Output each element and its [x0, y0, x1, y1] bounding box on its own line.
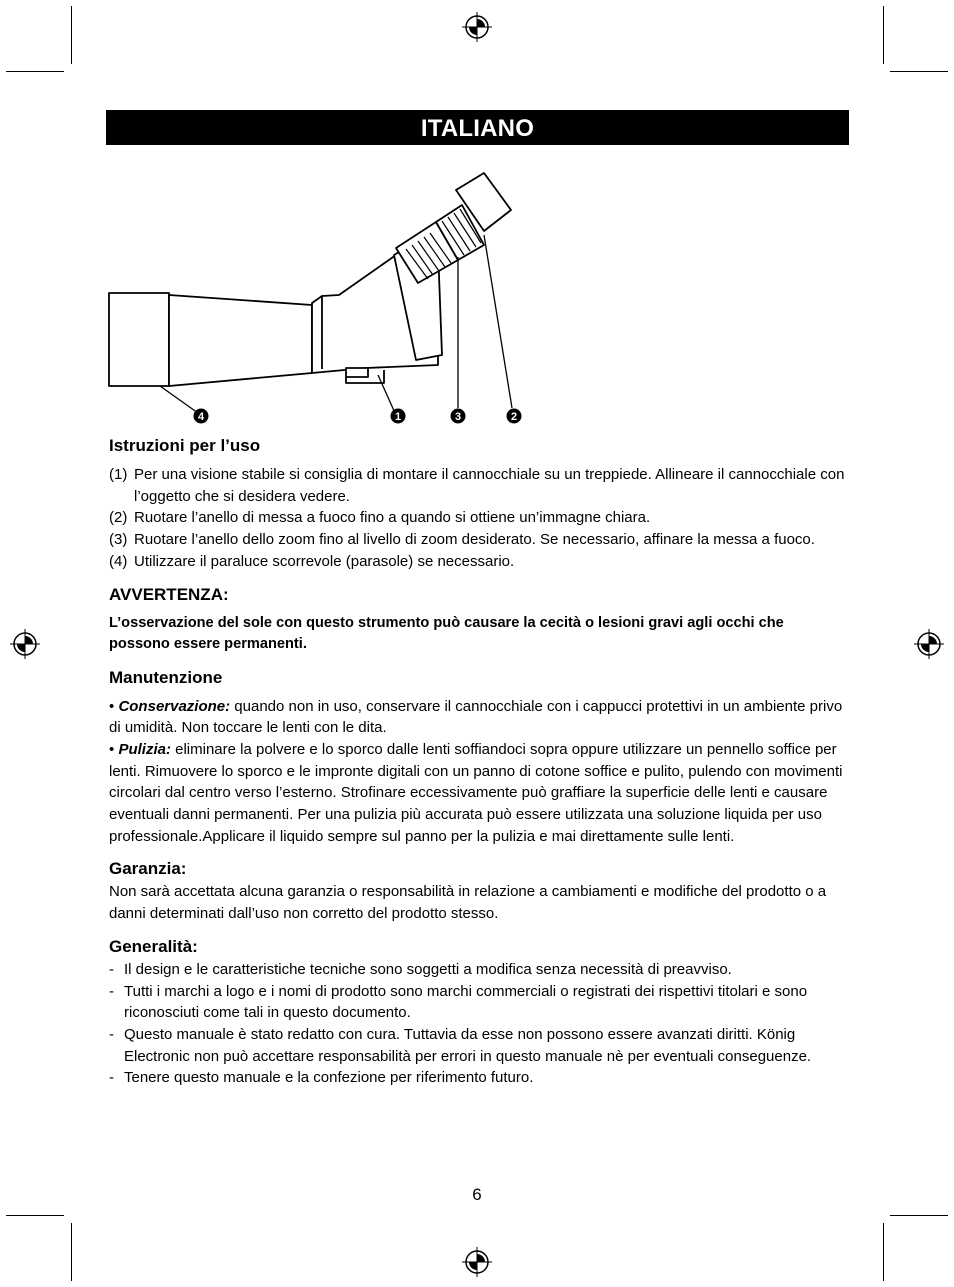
- warranty-text: Non sarà accettata alcuna garanzia o responsabilità in relazione a cambiamenti e modifiche del prodotto o a danni determinati dall’uso non corretto del prodotto stesso.: [109, 883, 827, 923]
- crop-mark: [6, 1215, 64, 1216]
- registration-mark-icon: [8, 627, 42, 661]
- crop-mark: [890, 71, 948, 72]
- crop-mark: [890, 1215, 948, 1216]
- crop-mark: [883, 1223, 884, 1281]
- section-heading-warranty: Garanzia:: [109, 859, 187, 879]
- crop-mark: [71, 1223, 72, 1281]
- list-item: - Il design e le caratteristiche tecniche sono soggetti a modifica senza necessità di preavviso.: [109, 960, 732, 978]
- instructions-list: [109, 464, 845, 573]
- callout-4: 4: [197, 411, 205, 423]
- manual-content: [109, 434, 845, 1089]
- section-heading-warning: AVVERTENZA:: [109, 584, 229, 604]
- page-number: 6: [472, 1185, 482, 1204]
- registration-mark-icon: [460, 10, 494, 44]
- telescope-illustration: [106, 165, 536, 430]
- list-item: - Tenere questo manuale e la confezione per riferimento futuro.: [109, 1069, 534, 1087]
- list-item: (4) Utilizzare il paraluce scorrevole (parasole) se necessario.: [109, 552, 515, 570]
- general-list: [109, 959, 845, 1089]
- crop-mark: [6, 71, 64, 72]
- maintenance-item-cleaning: • Pulizia: eliminare la polvere e lo sporco dalle lenti soffiandoci sopra oppure utilizzare un pennello soffice per lenti. Rimuovere lo sporco e le impronte digitali con un panno di cotone soffice e pulito, pulendo con movimenti circolari dal centro verso l’esterno. Strofinare eccessivamente può graffiare la superficie delle lenti e causare eventuali danni permanenti. Per una pulizia più accurata può essere utilizzata una soluzione liquida per uso professionale.Applicare il liquido sempre sul panno per la pulizia e mai direttamente sulle lenti.: [109, 740, 843, 845]
- list-item: (2) Ruotare l’anello di messa a fuoco fino a quando si ottiene un’immagne chiara.: [109, 509, 651, 527]
- section-heading-instructions: Istruzioni per l’uso: [109, 436, 261, 455]
- registration-mark-icon: [912, 627, 946, 661]
- list-item: - Questo manuale è stato redatto con cura. Tuttavia da esse non possono essere avanzati diritti. König Electronic non può accettare responsabilità per errori in questo manuale nè per eventuali conseguenze.: [109, 1025, 812, 1065]
- callout-1: 1: [394, 411, 402, 423]
- list-item: - Tutti i marchi a logo e i nomi di prodotto sono marchi commerciali o registrati dei rispettivi titolari e sono riconosciuti come tali in questo documento.: [109, 982, 808, 1022]
- section-heading-maintenance: Manutenzione: [109, 667, 223, 687]
- language-banner: ITALIANO: [106, 110, 849, 145]
- registration-mark-icon: [460, 1245, 494, 1279]
- list-item: (1) Per una visione stabile si consiglia di montare il cannocchiale su un treppiede. Allineare il cannocchiale con l’oggetto che si desidera vedere.: [109, 466, 845, 505]
- crop-mark: [883, 6, 884, 64]
- callout-2: 2: [510, 411, 518, 423]
- section-heading-general: Generalità:: [109, 936, 198, 956]
- callout-3: 3: [454, 411, 462, 423]
- maintenance-item-storage: • Conservazione: quando non in uso, conservare il cannocchiale con i cappucci protettivi in un ambiente privo di umidità. Non toccare le lenti con le dita.: [109, 697, 843, 737]
- warning-text: L’osservazione del sole con questo strumento può causare la cecità o lesioni gravi agli occhi che possono essere permanenti.: [109, 614, 784, 653]
- crop-mark: [71, 6, 72, 64]
- list-item: (3) Ruotare l’anello dello zoom fino al livello di zoom desiderato. Se necessario, affinare la messa a fuoco.: [109, 531, 815, 549]
